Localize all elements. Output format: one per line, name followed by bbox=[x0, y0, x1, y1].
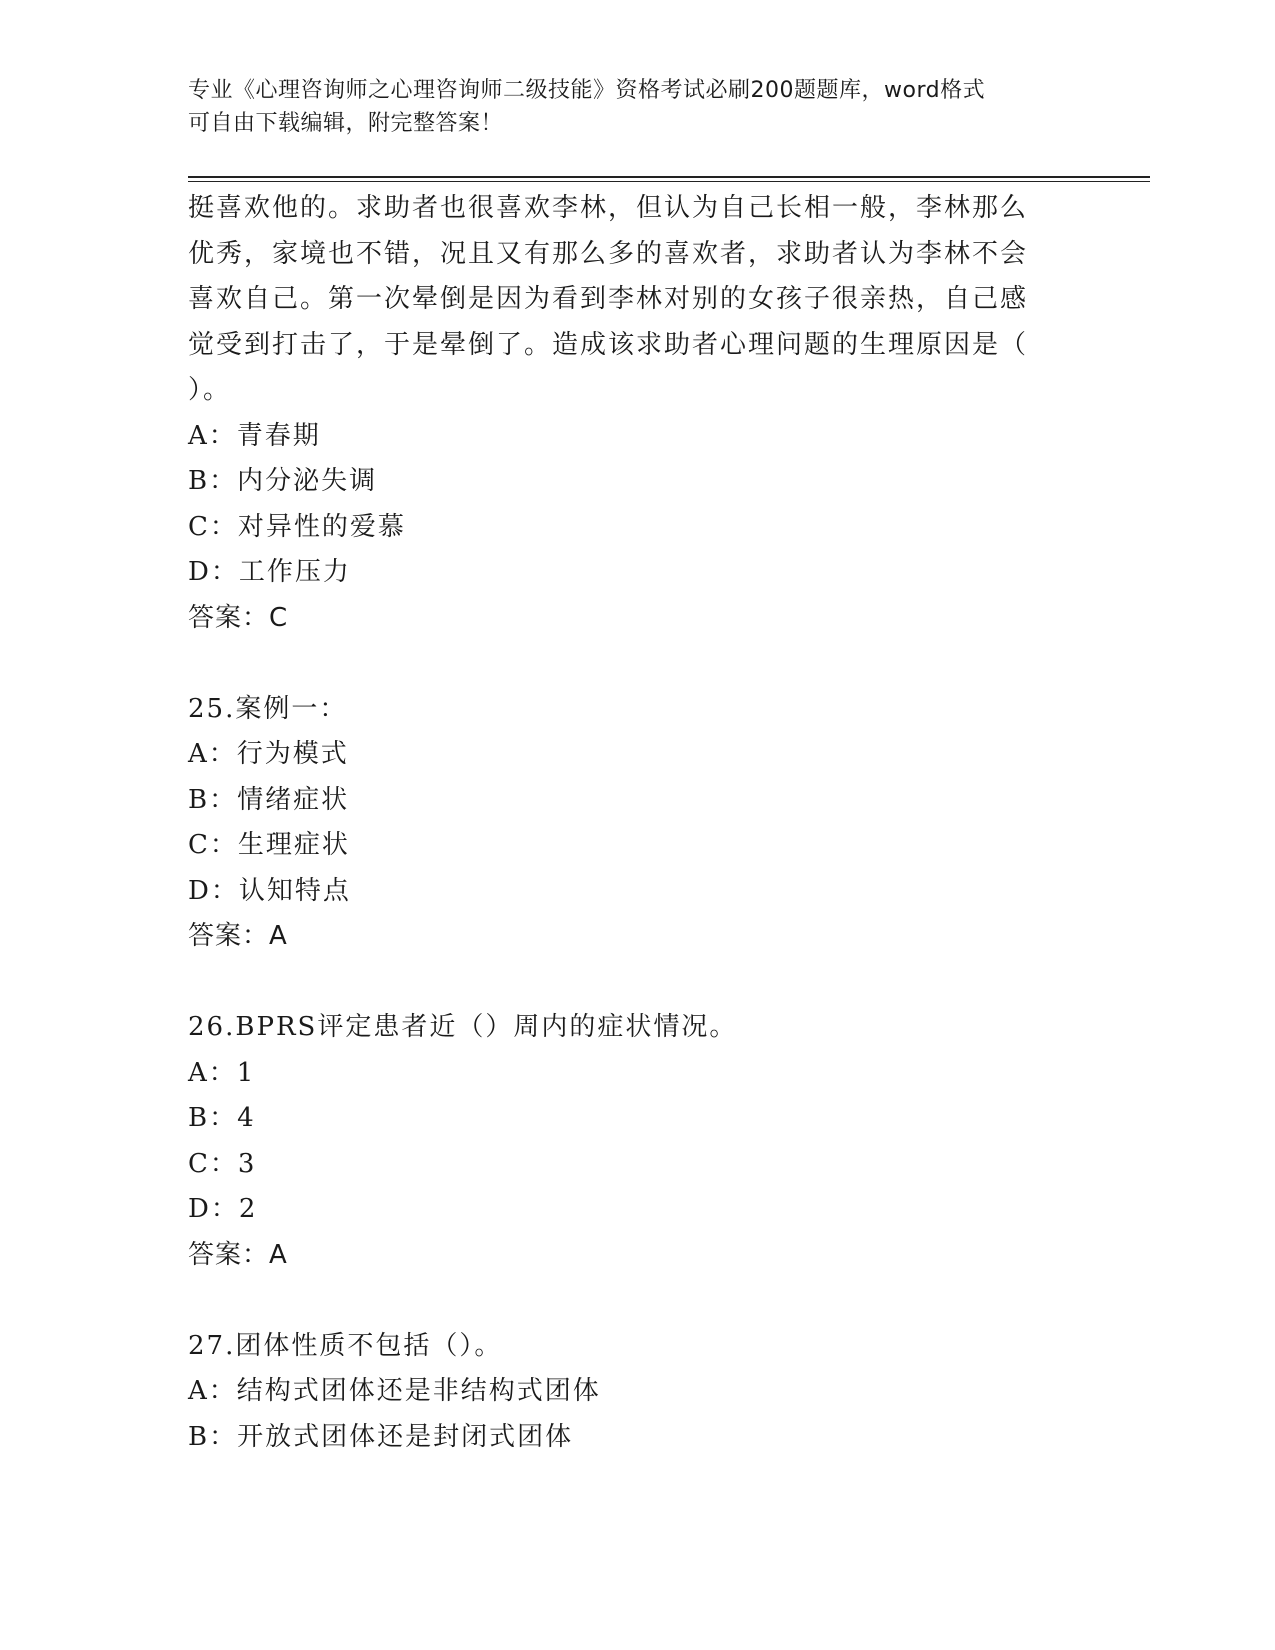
question-24-line: 喜欢自己。第一次晕倒是因为看到李林对别的女孩子很亲热，自己感 bbox=[188, 284, 1029, 314]
header-title-line-1: 专业《心理咨询师之心理咨询师二级技能》资格考试必刷200题题库，word格式 bbox=[188, 78, 986, 103]
question-24-option-c: C：对异性的爱慕 bbox=[188, 511, 406, 542]
question-26-option-a: A：1 bbox=[188, 1057, 256, 1088]
question-26-option-c: C：3 bbox=[188, 1148, 257, 1179]
header-title-line-2: 可自由下载编辑，附完整答案！ bbox=[188, 111, 504, 136]
question-25-option-b: B：情绪症状 bbox=[188, 784, 350, 815]
question-26-option-d: D：2 bbox=[188, 1194, 258, 1224]
header-divider bbox=[188, 176, 1150, 182]
question-25-option-a: A：行为模式 bbox=[188, 739, 349, 769]
question-27-option-b: B：开放式团体还是封闭式团体 bbox=[188, 1421, 574, 1452]
spacer bbox=[188, 641, 1088, 687]
question-24-line: ）。 bbox=[188, 375, 232, 405]
question-27-option-a: A：结构式团体还是非结构式团体 bbox=[188, 1376, 601, 1406]
question-25-stem: 25.案例一： bbox=[188, 693, 348, 724]
question-26-option-b: B：4 bbox=[188, 1103, 256, 1133]
question-24-option-d: D：工作压力 bbox=[188, 557, 351, 587]
question-24-line: 优秀，家境也不错，况且又有那么多的喜欢者，求助者认为李林不会 bbox=[188, 238, 1029, 269]
question-24-stem bbox=[188, 186, 1088, 414]
question-27-stem: 27.团体性质不包括（）。 bbox=[188, 1330, 503, 1361]
question-24-option-a: A：青春期 bbox=[188, 420, 321, 451]
question-25-option-d: D：认知特点 bbox=[188, 875, 351, 906]
document-body bbox=[188, 186, 1088, 1460]
question-24-option-b: B：内分泌失调 bbox=[188, 466, 378, 496]
question-26-answer: 答案：A bbox=[188, 1239, 288, 1270]
question-24-line: 觉受到打击了，于是晕倒了。造成该求助者心理问题的生理原因是（ bbox=[188, 329, 1029, 360]
question-24-line: 挺喜欢他的。求助者也很喜欢李林，但认为自己长相一般，李林那么 bbox=[188, 193, 1029, 223]
question-25-option-c: C：生理症状 bbox=[188, 830, 350, 860]
question-24-answer: 答案：C bbox=[188, 602, 289, 633]
spacer bbox=[188, 1278, 1088, 1324]
document-header bbox=[188, 74, 1068, 140]
question-25-answer: 答案：A bbox=[188, 921, 288, 951]
question-26-stem: 26.BPRS评定患者近（）周内的症状情况。 bbox=[188, 1012, 738, 1042]
spacer bbox=[188, 960, 1088, 1006]
